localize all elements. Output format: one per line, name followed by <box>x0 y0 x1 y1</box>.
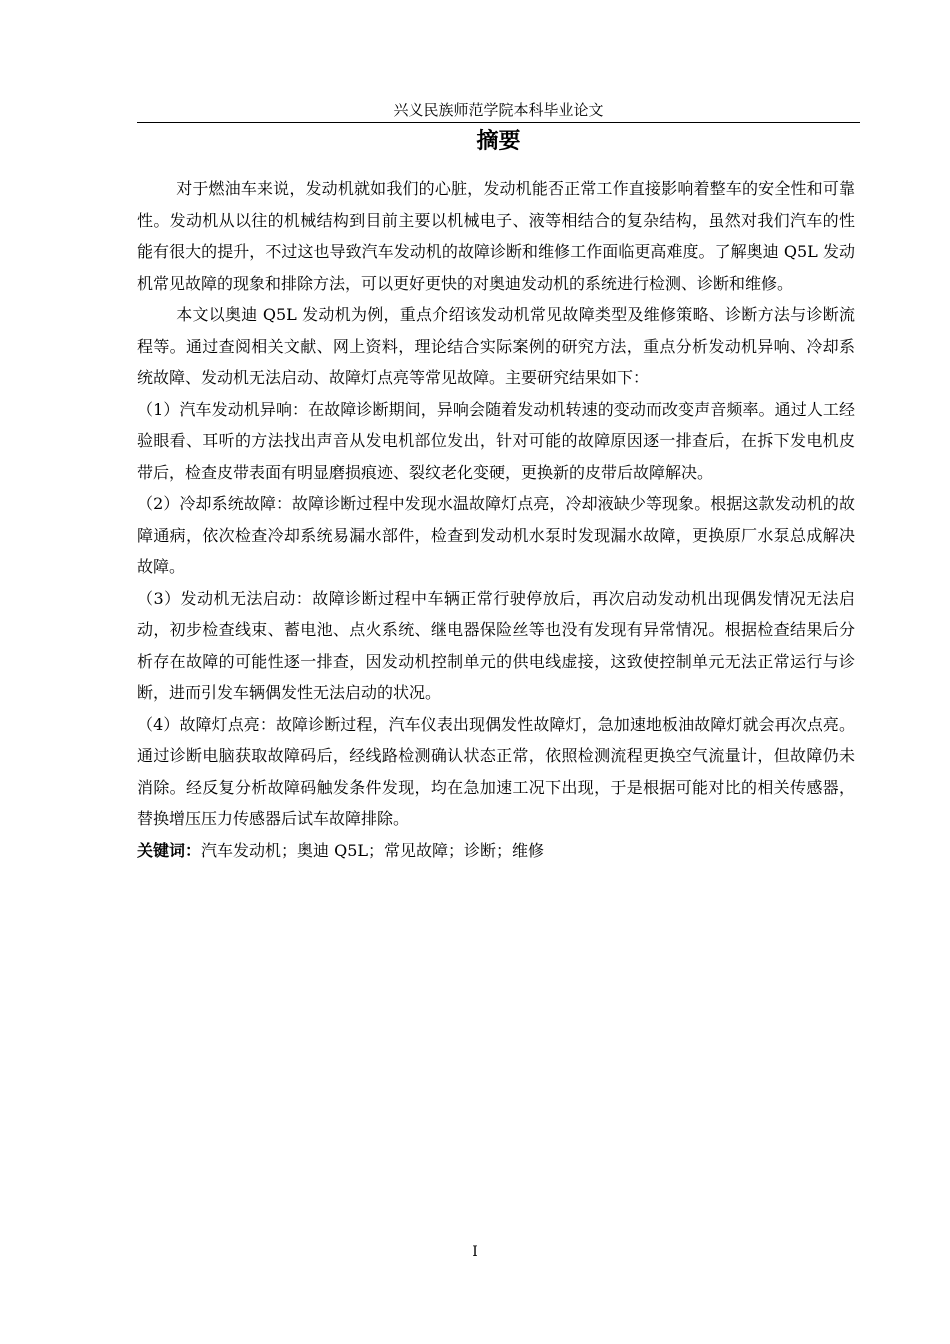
running-header <box>137 100 860 123</box>
abstract-paragraph-2: 本文以奥迪 Q5L 发动机为例，重点介绍该发动机常见故障类型及维修策略、诊断方法与诊断流程等。通过查阅相关文献、网上资料，理论结合实际案例的研究方法，重点分析发动机异响、冷却系统故障、发动机无法启动、故障灯点亮等常见故障。主要研究结果如下： <box>137 305 855 387</box>
abstract-paragraph-1: 对于燃油车来说，发动机就如我们的心脏，发动机能否正常工作直接影响着整车的安全性和可靠性。发动机从以往的机械结构到目前主要以机械电子、液等相结合的复杂结构，虽然对我们汽车的性能有很大的提升，不过这也导致汽车发动机的故障诊断和维修工作面临更高难度。了解奥迪 Q5L 发动机常见故障的现象和排除方法，可以更好更快的对奥迪发动机的系统进行检测、诊断和维修。 <box>137 179 855 293</box>
header-text: 兴义民族师范学院本科毕业论文 <box>393 101 604 119</box>
abstract-body <box>137 173 855 866</box>
result-item-2: （2）冷却系统故障：故障诊断过程中发现水温故障灯点亮，冷却液缺少等现象。根据这款发动机的故障通病，依次检查冷却系统易漏水部件，检查到发动机水泵时发现漏水故障，更换原厂水泵总成解决故障。 <box>137 494 855 576</box>
result-item-1: （1）汽车发动机异响：在故障诊断期间，异响会随着发动机转速的变动而改变声音频率。通过人工经验眼看、耳听的方法找出声音从发电机部位发出，针对可能的故障原因逐一排查后，在拆下发电机皮带后，检查皮带表面有明显磨损痕迹、裂纹老化变硬，更换新的皮带后故障解决。 <box>137 399 855 482</box>
keywords-text: 汽车发动机；奥迪 Q5L；常见故障；诊断；维修 <box>201 840 545 860</box>
result-item-3: （3）发动机无法启动：故障诊断过程中车辆正常行驶停放后，再次启动发动机出现偶发情况无法启动，初步检查线束、蓄电池、点火系统、继电器保险丝等也没有发现有异常情况。根据检查结果后分析存在故障的可能性逐一排查，因发动机控制单元的供电线虚接，这致使控制单元无法正常运行与诊断，进而引发车辆偶发性无法启动的状况。 <box>137 588 855 702</box>
page-title: 摘要 <box>476 129 521 154</box>
keywords-line <box>137 835 855 867</box>
page-number: I <box>472 1244 478 1260</box>
keywords-label: 关键词： <box>137 840 202 860</box>
result-item-4: （4）故障灯点亮：故障诊断过程，汽车仪表出现偶发性故障灯，急加速地板油故障灯就会再次点亮。通过诊断电脑获取故障码后，经线路检测确认状态正常，依照检测流程更换空气流量计，但故障仍未消除。经反复分析故障码触发条件发现，均在急加速工况下出现，于是根据可能对比的相关传感器，替换增压压力传感器后试车故障排除。 <box>137 714 855 828</box>
